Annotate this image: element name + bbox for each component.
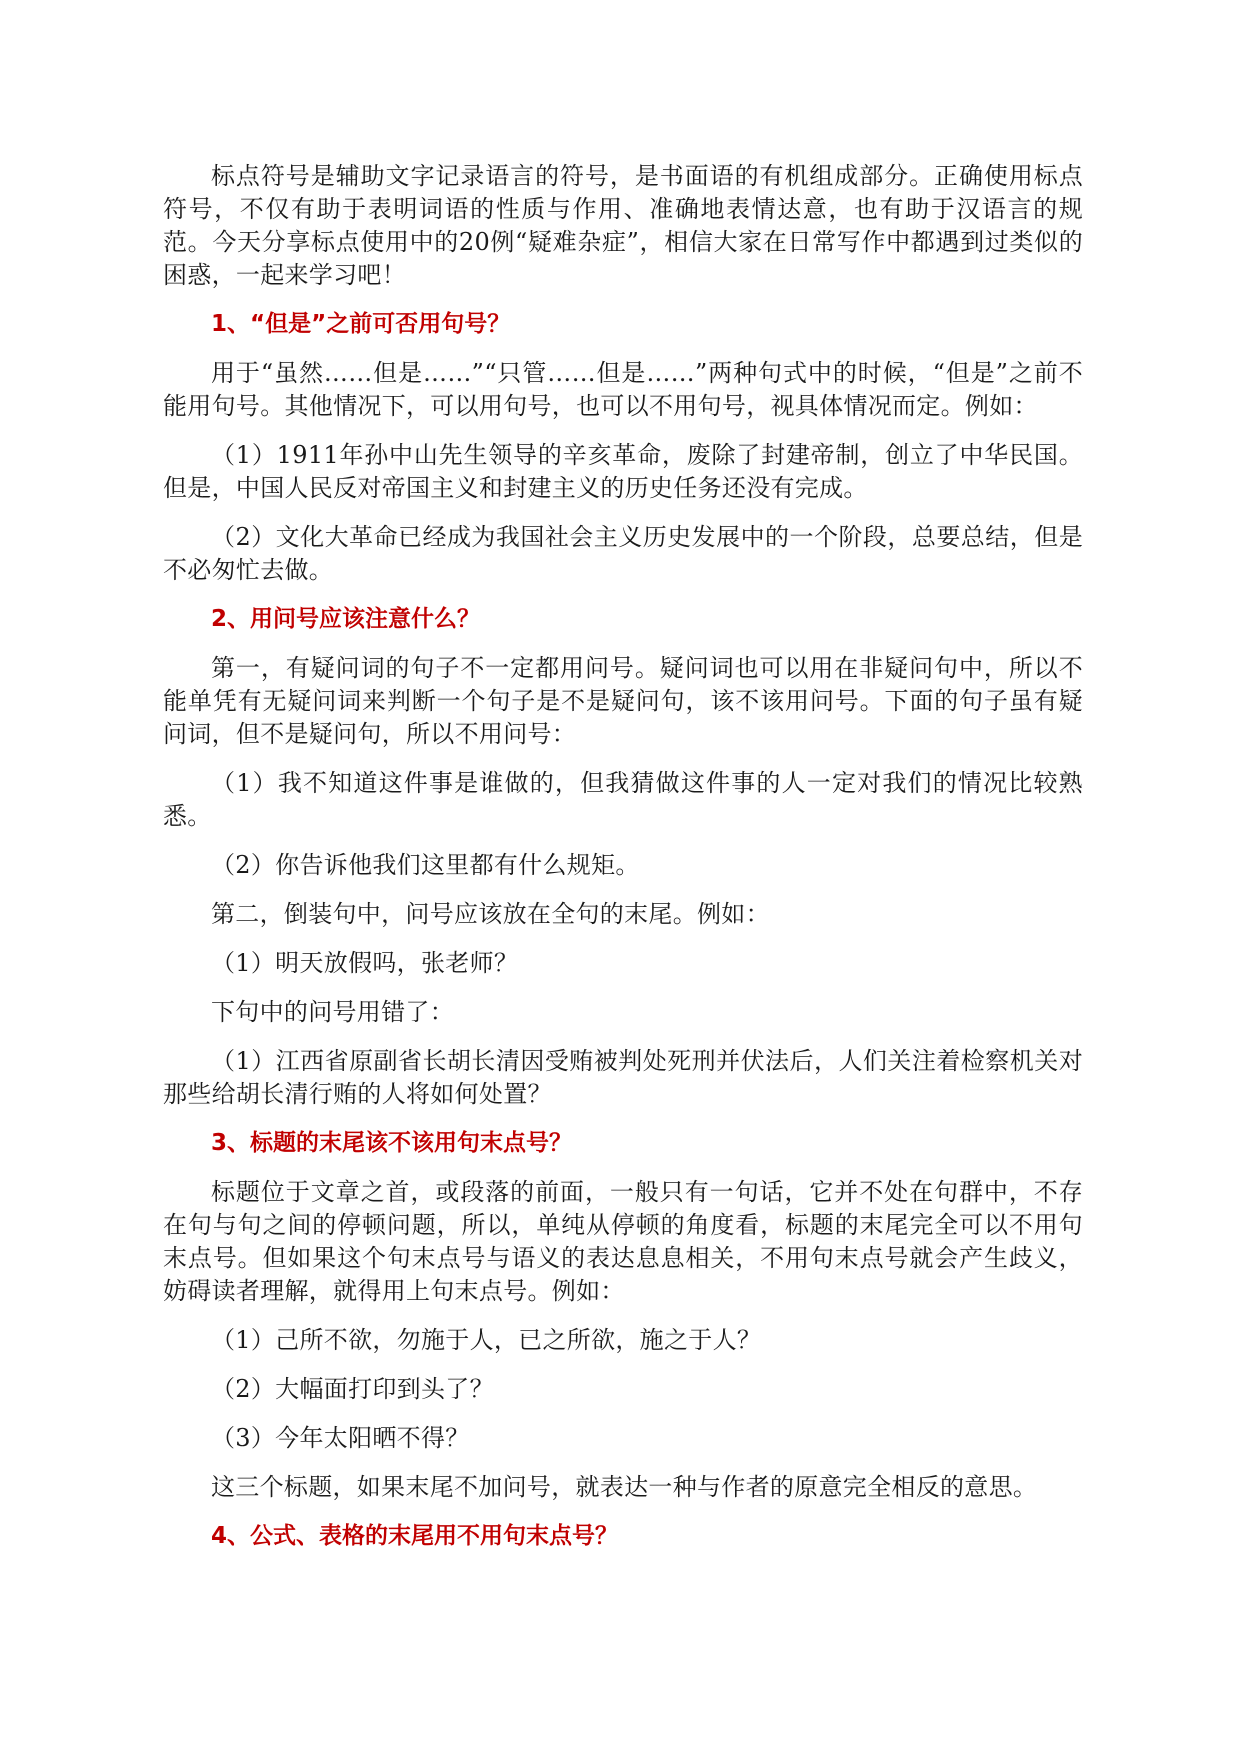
example-item: （1）1911年孙中山先生领导的辛亥革命，废除了封建帝制，创立了中华民国。但是，中国人民反对帝国主义和封建主义的历史任务还没有完成。 xyxy=(163,441,1083,502)
example-item: （2）你告诉他我们这里都有什么规矩。 xyxy=(211,851,640,879)
paragraph: 第二，倒装句中，问号应该放在全句的末尾。例如： xyxy=(211,900,770,928)
example-item: （2）大幅面打印到头了？ xyxy=(211,1375,494,1403)
example-item: （3）今年太阳晒不得？ xyxy=(211,1424,470,1452)
example-item: （2）文化大革命已经成为我国社会主义历史发展中的一个阶段，总要总结，但是不必匆忙去做。 xyxy=(163,523,1083,584)
paragraph: 这三个标题，如果末尾不加问号，就表达一种与作者的原意完全相反的意思。 xyxy=(211,1473,1038,1501)
paragraph: 第一，有疑问词的句子不一定都用问号。疑问词也可以用在非疑问句中，所以不能单凭有无疑问词来判断一个句子是不是疑问句，该不该用问号。下面的句子虽有疑问词，但不是疑问句，所以不用问号： xyxy=(163,654,1083,748)
document-page xyxy=(163,160,1083,1569)
paragraph: 标题位于文章之首，或段落的前面，一般只有一句话，它并不处在句群中，不存在句与句之间的停顿问题，所以，单纯从停顿的角度看，标题的末尾完全可以不用句末点号。但如果这个句末点号与语义的表达息息相关，不用句末点号就会产生歧义，妨碍读者理解，就得用上句末点号。例如： xyxy=(163,1178,1083,1305)
paragraph: 下句中的问号用错了： xyxy=(211,998,454,1026)
example-item: （1）我不知道这件事是谁做的，但我猜做这件事的人一定对我们的情况比较熟悉。 xyxy=(163,769,1083,830)
example-item: （1）明天放假吗，张老师？ xyxy=(211,949,519,977)
section-heading-2: 2、用问号应该注意什么？ xyxy=(211,606,481,632)
paragraph: 用于“虽然……但是……”“只管……但是……”两种句式中的时候，“但是”之前不能用句号。其他情况下，可以用句号，也可以不用句号，视具体情况而定。例如： xyxy=(163,359,1083,420)
section-heading-4: 4、公式、表格的末尾用不用句末点号？ xyxy=(211,1523,619,1549)
section-heading-1: 1、“但是”之前可否用句号？ xyxy=(211,311,511,337)
section-heading-3: 3、标题的末尾该不该用句末点号？ xyxy=(211,1130,573,1156)
example-item: （1）江西省原副省长胡长清因受贿被判处死刑并伏法后，人们关注着检察机关对那些给胡长清行贿的人将如何处置？ xyxy=(163,1047,1083,1108)
example-item: （1）己所不欲，勿施于人，已之所欲，施之于人？ xyxy=(211,1326,762,1354)
intro-paragraph: 标点符号是辅助文字记录语言的符号，是书面语的有机组成部分。正确使用标点符号，不仅有助于表明词语的性质与作用、准确地表情达意，也有助于汉语言的规范。今天分享标点使用中的20例“疑难杂症”，相信大家在日常写作中都遇到过类似的困惑，一起来学习吧！ xyxy=(163,162,1083,289)
